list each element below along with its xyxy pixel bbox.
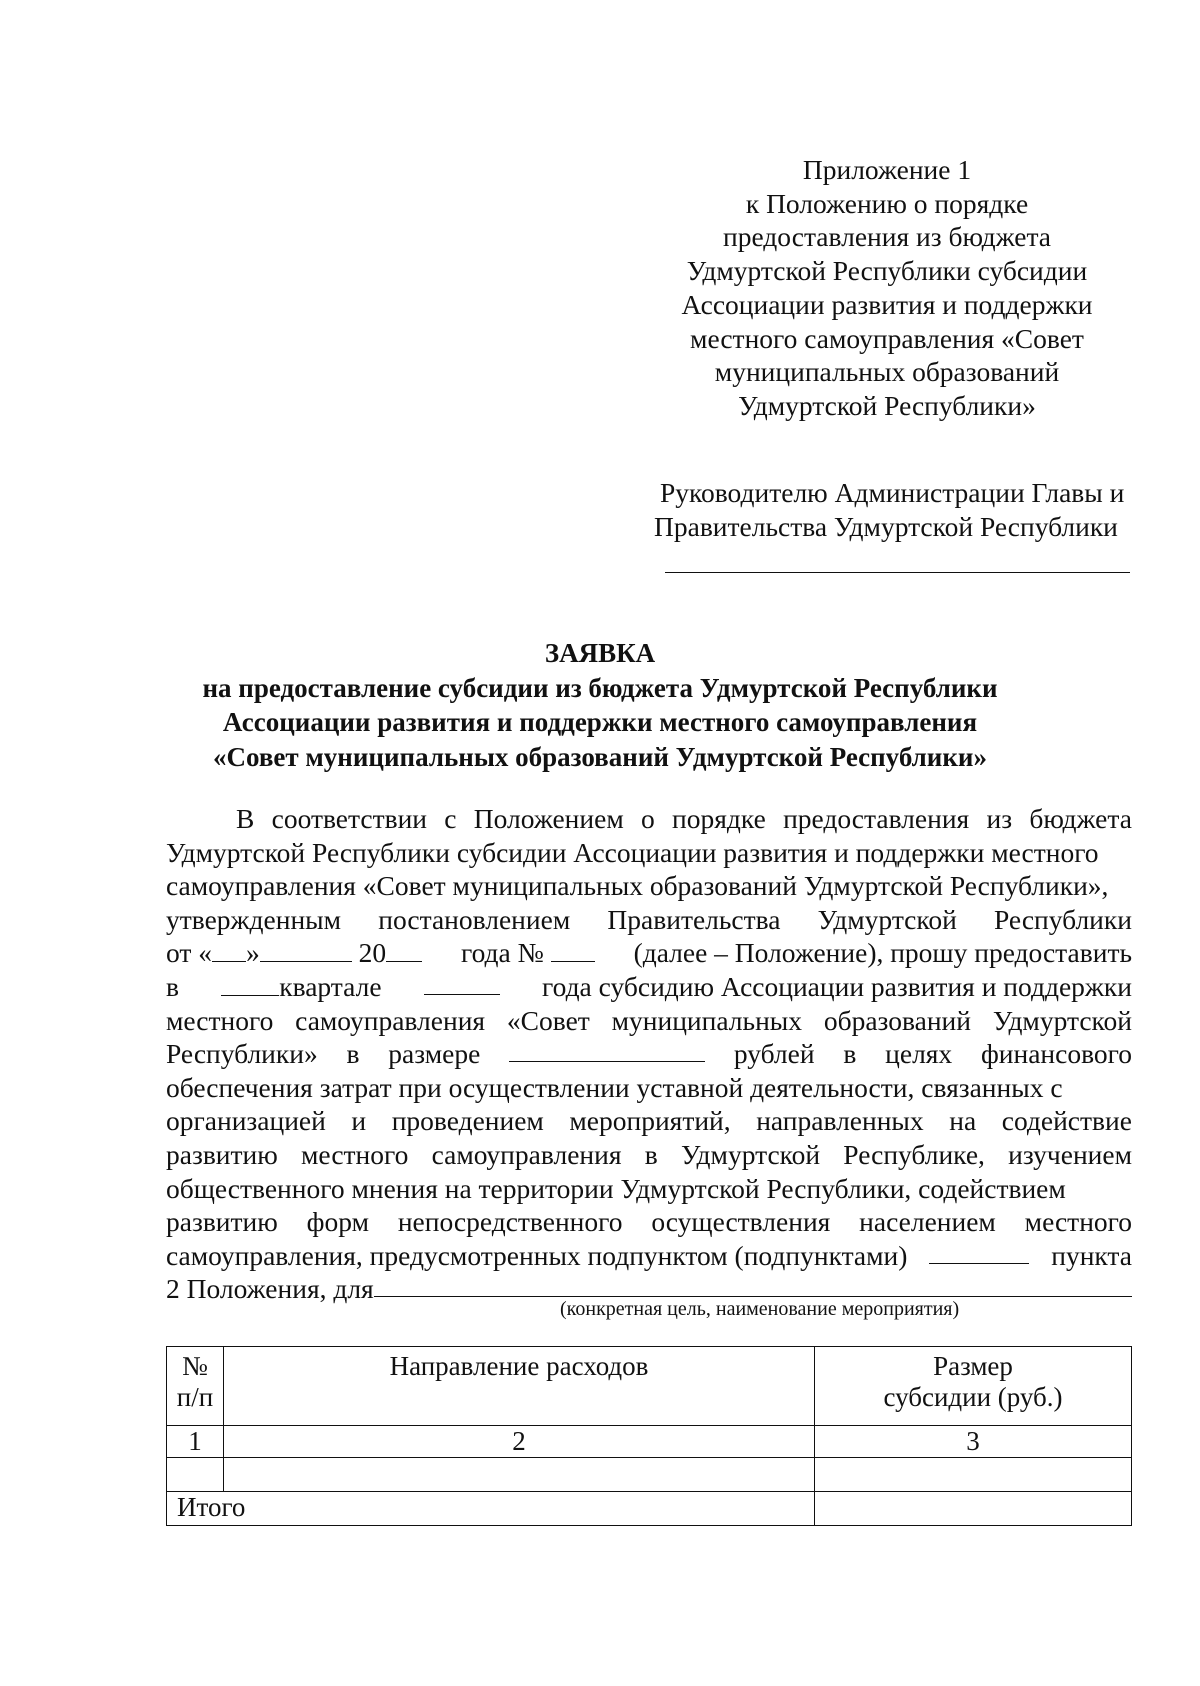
word: форм <box>306 1206 369 1238</box>
body-line <box>166 1037 1132 1071</box>
word: Удмуртской <box>680 1138 821 1170</box>
text-fragment: от « <box>166 937 213 969</box>
word: Республике, <box>843 1138 985 1170</box>
day-blank <box>212 937 246 962</box>
word: в <box>843 1038 857 1070</box>
word: в <box>346 1038 360 1070</box>
word: В <box>236 803 255 834</box>
text-fragment: » <box>246 937 260 969</box>
date-fields <box>166 936 422 970</box>
addressee-line: Правительства Удмуртской Республики <box>654 511 1118 542</box>
body-line <box>166 1104 1132 1138</box>
table-total-row <box>167 1492 1132 1526</box>
text-fragment: года № <box>460 937 544 969</box>
word: с <box>444 803 457 834</box>
word: финансового <box>980 1038 1132 1070</box>
word: направленных <box>756 1105 924 1137</box>
line-text: 2 Положения, для <box>166 1273 374 1305</box>
expenses-table <box>166 1346 1132 1526</box>
word: местного <box>1024 1206 1132 1238</box>
word: осуществления <box>651 1206 831 1238</box>
header-text: № <box>182 1351 208 1381</box>
word: мероприятий, <box>569 1105 731 1137</box>
appendix-block <box>652 153 1122 423</box>
table-cell <box>167 1458 224 1492</box>
word: содействие <box>1001 1105 1132 1137</box>
word: на <box>949 1105 977 1137</box>
word: изучением <box>1008 1138 1132 1170</box>
table-cell <box>224 1458 815 1492</box>
word: муниципальных <box>611 1004 803 1036</box>
addressee-signature-line <box>665 572 1130 573</box>
total-value-cell <box>815 1492 1132 1526</box>
amount-blank <box>509 1037 705 1062</box>
column-number: 2 <box>224 1426 815 1458</box>
title-line: на предоставление субсидии из бюджета Удмуртской Республики <box>202 672 998 703</box>
number-field <box>461 936 595 970</box>
table-row <box>167 1458 1132 1492</box>
body-line <box>166 1239 1132 1273</box>
total-label: Итого <box>167 1492 815 1526</box>
header-text: п/п <box>176 1382 214 1412</box>
body-line <box>166 1205 1132 1239</box>
body-line <box>166 1071 1132 1105</box>
line-text: общественного мнения на территории Удмуртской Республики, содействием <box>166 1172 1066 1204</box>
word: рублей <box>733 1038 815 1070</box>
word: самоуправления <box>295 1004 486 1036</box>
table-cell <box>815 1458 1132 1492</box>
word: организацией <box>166 1105 326 1137</box>
word: местного <box>301 1138 409 1170</box>
line-text: самоуправления «Совет муниципальных образований Удмуртской Республики», <box>166 870 1109 902</box>
word: целях <box>885 1038 953 1070</box>
word: Удмуртской <box>992 1004 1132 1036</box>
header-number-cell <box>167 1347 224 1426</box>
word: Республики <box>994 903 1132 935</box>
word: о <box>641 803 655 834</box>
text-fragment: года субсидию Ассоциации развития и поддержки <box>542 970 1132 1002</box>
body-line <box>166 970 1132 1004</box>
word: образований <box>823 1004 971 1036</box>
word: «Совет <box>506 1004 590 1036</box>
word: населением <box>859 1206 996 1238</box>
header-direction-cell <box>224 1347 815 1426</box>
number-blank <box>551 937 595 962</box>
year-blank <box>424 970 500 995</box>
table-number-row <box>167 1426 1132 1458</box>
text-fragment: 20 <box>358 937 387 969</box>
word: утвержденным <box>166 903 342 935</box>
column-number: 1 <box>167 1426 224 1458</box>
body-paragraph <box>166 802 1132 1306</box>
word: размере <box>388 1038 481 1070</box>
word: самоуправления <box>431 1138 622 1170</box>
word: развитию <box>166 1206 278 1238</box>
title-line: «Совет муниципальных образований Удмуртской Республики» <box>213 741 987 772</box>
word: развитию <box>166 1138 278 1170</box>
word: пункта <box>1051 1239 1132 1271</box>
appendix-line: предоставления из бюджета <box>723 221 1051 253</box>
table-header-row <box>167 1347 1132 1426</box>
body-line <box>166 936 1132 970</box>
body-line <box>166 1138 1132 1172</box>
text-fragment: квартале <box>279 970 382 1002</box>
word: порядке <box>672 803 766 834</box>
word: проведением <box>391 1105 544 1137</box>
word: Удмуртской <box>817 903 957 935</box>
year-blank <box>386 937 422 962</box>
column-number: 3 <box>815 1426 1132 1458</box>
header-text: Направление расходов <box>389 1351 649 1381</box>
addressee-block <box>654 476 1130 544</box>
word: предоставления <box>783 803 970 834</box>
word: Правительства <box>607 903 781 935</box>
body-line <box>166 802 1132 836</box>
quarter-field <box>221 970 381 1004</box>
purpose-caption: (конкретная цель, наименование мероприятия) <box>560 1298 960 1320</box>
addressee-line: Руководителю Администрации Главы и <box>660 477 1125 508</box>
quarter-blank <box>221 971 279 996</box>
word: Положением <box>473 803 624 834</box>
body-line <box>166 836 1132 870</box>
header-text: Размер <box>933 1351 1013 1381</box>
appendix-line: к Положению о порядке <box>745 187 1029 219</box>
word: непосредственного <box>397 1206 623 1238</box>
appendix-line: Приложение 1 <box>802 154 972 185</box>
appendix-line: местного самоуправления «Совет <box>690 322 1084 354</box>
purpose-blank <box>374 1272 1132 1297</box>
title-line: Ассоциации развития и поддержки местного самоуправления <box>222 707 978 737</box>
header-text: субсидии (руб.) <box>883 1382 1063 1412</box>
word: в <box>166 970 179 1002</box>
word: и <box>351 1105 367 1137</box>
title-heading: ЗАЯВКА <box>544 638 656 668</box>
header-amount-cell <box>815 1347 1132 1426</box>
line-text: Удмуртской Республики субсидии Ассоциации развития и поддержки местного <box>166 836 1099 868</box>
body-line <box>166 903 1132 937</box>
appendix-line: Ассоциации развития и поддержки <box>681 288 1093 320</box>
month-blank <box>260 937 352 962</box>
subitem-blank <box>929 1239 1029 1264</box>
line-text: обеспечения затрат при осуществлении уставной деятельности, связанных с <box>166 1071 1063 1103</box>
word: Республики» <box>166 1038 318 1070</box>
appendix-line: Удмуртской Республики» <box>738 389 1036 421</box>
document-title <box>150 636 1050 774</box>
word: местного <box>166 1004 274 1036</box>
text-fragment: (далее – Положение), прошу предоставить <box>633 937 1132 969</box>
word: в <box>644 1138 658 1170</box>
body-line <box>166 1004 1132 1038</box>
body-line <box>166 1172 1132 1206</box>
appendix-line: муниципальных образований <box>714 356 1060 388</box>
body-line <box>166 869 1132 903</box>
word: соответствии <box>271 803 428 834</box>
word: из <box>986 803 1013 834</box>
appendix-line: Удмуртской Республики субсидии <box>686 255 1088 287</box>
word: постановлением <box>378 903 571 935</box>
word: бюджета <box>1029 803 1132 834</box>
text-fragment: самоуправления, предусмотренных подпунктом (подпунктами) <box>166 1239 908 1271</box>
